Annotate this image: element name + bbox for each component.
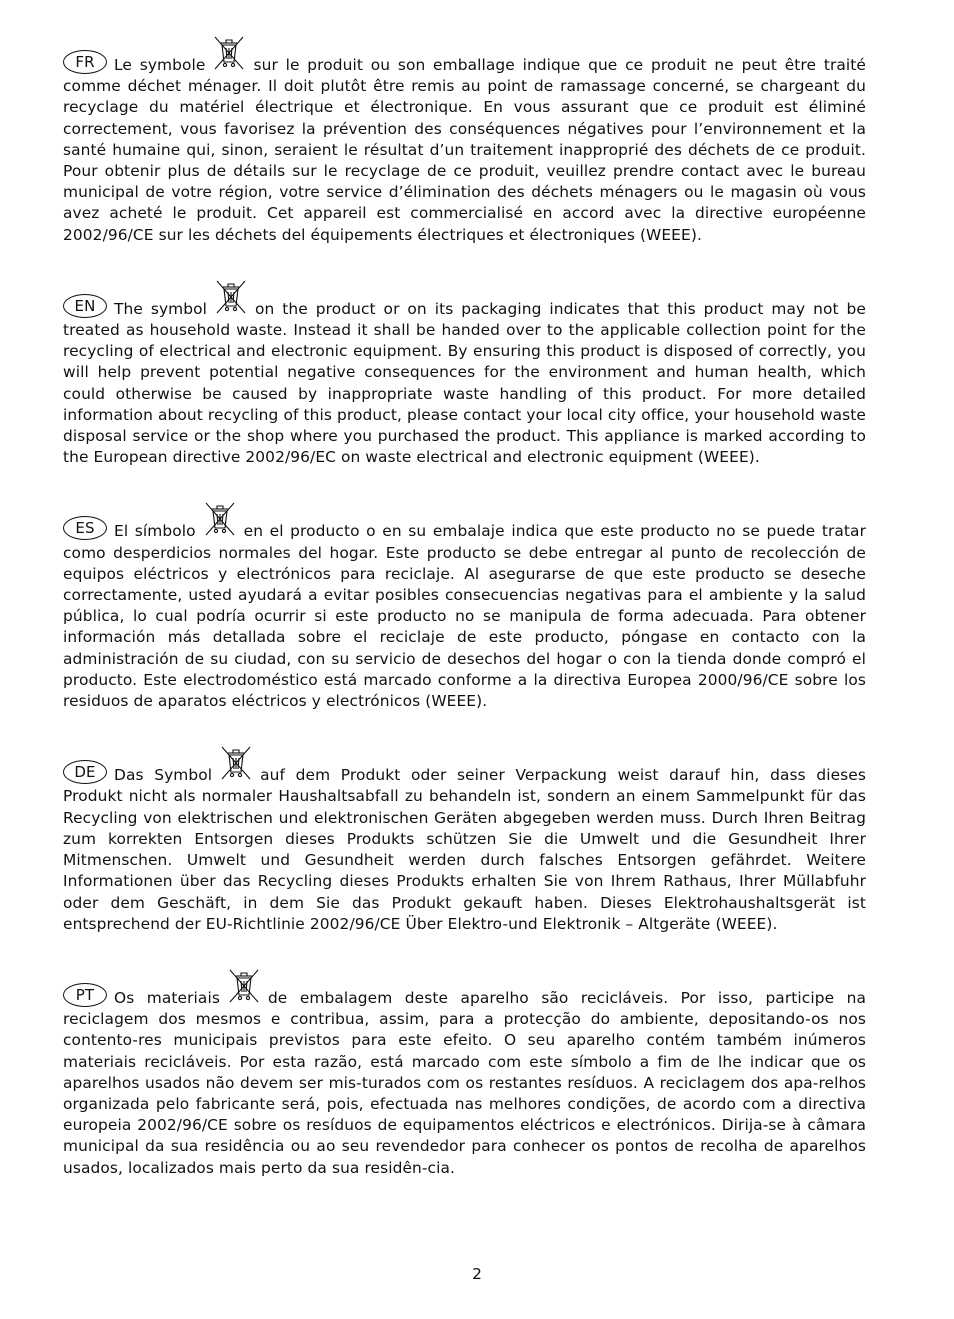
language-badge-fr: FR [63, 50, 107, 74]
language-badge-pt: PT [63, 983, 107, 1007]
paragraph-en-lead: The symbol [114, 299, 208, 318]
language-badge-en: EN [63, 294, 107, 318]
crossed-out-bin-icon [202, 500, 238, 538]
crossed-out-bin-icon [226, 967, 262, 1005]
page-number: 2 [472, 1265, 482, 1283]
section-en [63, 278, 866, 469]
paragraph-pt [63, 967, 866, 1179]
section-de [63, 744, 866, 935]
paragraph-es-text: en el producto o en su embalaje indica que este producto no se puede tratar como desperdicios normales del hogar. Este producto se debe entregar al punto de recolección de equipos eléctricos y electrónicos para reciclaje. Al asegurarse de que este producto se deseche correctamente, usted ayudará a evitar posibles consecuencias negativas para el ambiente y la salud pública, lo cual podría ocurrir si este producto no se manipula de forma adecuada. Para obtener información más detallada sobre el reciclaje de este producto, póngase en contacto con la administración de su ciudad, con su servicio de desechos del hogar o con la tienda donde compró el producto. Este electrodoméstico está marcado conforme a la directiva Europea 2000/96/CE sobre los residuos de aparatos eléctricos y electrónicos (WEEE). [63, 522, 867, 711]
language-badge-es: ES [63, 516, 107, 540]
crossed-out-bin-icon [211, 34, 247, 72]
document-body [63, 34, 866, 1211]
paragraph-fr-text: sur le produit ou son emballage indique que ce produit ne peut être traité comme déchet ménager. Il doit plutôt être remis au point de ramassage concerné, se chargeant du recyclage du matériel électrique et électronique. En vous assurant que ce produit est éliminé correctement, vous favorisez la prévention des conséquences négatives pour l’environnement et la santé humaine qui, sinon, seraient le résultat d’un traitement inapproprié des déchets de ce produit. Pour obtenir plus de détails sur le recyclage de ce produit, veuillez prendre contact avec le bureau municipal de votre région, votre service d’élimination des déchets ménagers ou le magasin où vous avez acheté le produit. Cet appareil est commercialisé en accord avec la directive européenne 2002/96/CE sur les déchets del équipements électriques et électroniques (WEEE). [63, 56, 866, 244]
crossed-out-bin-icon [213, 278, 249, 316]
paragraph-fr-lead: Le symbole [114, 56, 206, 74]
paragraph-fr [63, 34, 866, 246]
section-fr [63, 34, 866, 246]
section-pt [63, 967, 866, 1179]
paragraph-es-lead: El símbolo [114, 522, 196, 541]
paragraph-en [63, 278, 866, 469]
paragraph-de-lead: Das Symbol [114, 766, 213, 785]
crossed-out-bin-icon [218, 744, 254, 782]
section-es [63, 500, 866, 712]
paragraph-es [63, 500, 866, 712]
paragraph-de-text: auf dem Produkt oder seiner Verpackung weist darauf hin, dass dieses Produkt nicht als normaler Haushaltsabfall zu behandeln ist, sondern an einem Sammelpunkt für das Recycling von elektrischen und elektronischen Geräten abgegeben werden muss. Durch Ihren Beitrag zum korrekten Entsorgen dieses Produkts schützen Sie die Umwelt und die Gesundheit Ihrer Mitmenschen. Umwelt und Gesundheit werden durch falsches Entsorgen gefährdet. Weitere Informationen über das Recycling dieses Produkts erhalten Sie von Ihrem Rathaus, Ihrer Müllabfuhr oder dem Geschäft, in dem Sie das Produkt gekauft haben. Dieses Elektrohaushaltsgerät ist entsprechend der EU-Richtlinie 2002/96/CE Über Elektro-und Elektronik – Altgeräte (WEEE). [63, 766, 866, 933]
language-badge-de: DE [63, 760, 107, 784]
paragraph-en-text: on the product or on its packaging indicates that this product may not be treated as household waste. Instead it shall be handed over to the applicable collection point for the recycling of electrical and electronic equipment. By ensuring this product is disposed of correctly, you will help prevent potential negative consequences for the environment and human health, which could otherwise be caused by inappropriate waste handling of this product. For more detailed information about recycling of this product, please contact your local city office, your household waste disposal service or the shop where you purchased the product. This appliance is marked according to the European directive 2002/96/EC on waste electrical and electronic equipment (WEEE). [63, 299, 866, 467]
paragraph-pt-lead: Os materiais [114, 988, 220, 1007]
paragraph-de [63, 744, 866, 935]
paragraph-pt-text: de embalagem deste aparelho são recicláveis. Por isso, participe na reciclagem dos mesmos e contribua, assim, para a protecção do ambiente, depositando-os nos contento-res municipais previstos para este efeito. O seu aparelho contém também inúmeros materiais recicláveis. Por esta razão, está marcado com este símbolo a fim de lhe indicar que os aparelhos usados não devem ser mis-turados com os restantes resíduos. A reciclagem dos apa-relhos organizada pelo fabricante será, pois, efectuada nas melhores condições, de acordo com a directiva europeia 2002/96/CE sobre os resíduos de equipamentos eléctricos e electrónicos. Dirija-se à câmara municipal da sua residência ou ao seu revendedor para conhecer os pontos de recolha de aparelhos usados, localizados mais perto da sua residên-cia. [63, 988, 866, 1177]
